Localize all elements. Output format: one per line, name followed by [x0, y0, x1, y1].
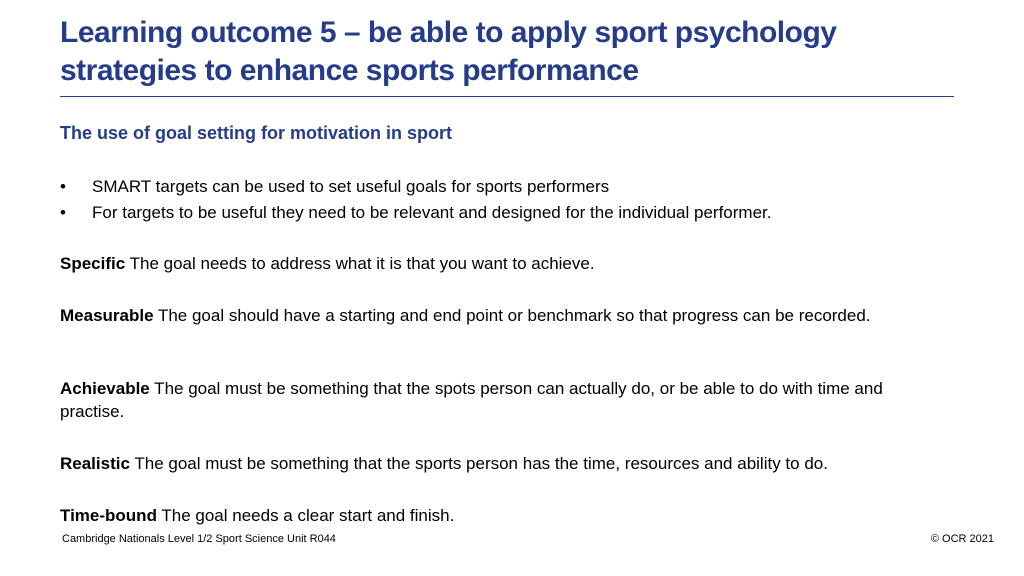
- bullet-list: [60, 174, 771, 226]
- smart-description: The goal must be something that the spots person can actually do, or be able to do with time and practise.: [60, 379, 883, 421]
- list-item: [60, 174, 771, 200]
- section-subtitle: The use of goal setting for motivation in sport: [60, 123, 453, 143]
- smart-realistic: [60, 452, 950, 475]
- bullet-icon: •: [60, 177, 66, 196]
- smart-term: Time-bound: [60, 506, 157, 525]
- smart-description: The goal needs a clear start and finish.: [156, 506, 455, 525]
- bullet-icon: •: [60, 203, 66, 222]
- bullet-text: For targets to be useful they need to be relevant and designed for the individual performer.: [92, 203, 772, 222]
- smart-specific: [60, 252, 950, 275]
- smart-measurable: [60, 304, 950, 327]
- smart-term: Measurable: [60, 306, 154, 325]
- smart-term: Specific: [60, 254, 126, 273]
- smart-description: The goal must be something that the sports person has the time, resources and ability to do.: [129, 454, 828, 473]
- bullet-text: SMART targets can be used to set useful goals for sports performers: [92, 177, 610, 196]
- page-title: Learning outcome 5 – be able to apply sport psychology strategies to enhance sports performance: [60, 16, 837, 87]
- smart-time-bound: [60, 504, 950, 527]
- footer-course: Cambridge Nationals Level 1/2 Sport Science Unit R044: [62, 533, 336, 545]
- smart-description: The goal should have a starting and end point or benchmark so that progress can be recorded.: [153, 306, 871, 325]
- smart-achievable: [60, 377, 950, 423]
- footer-copyright: © OCR 2021: [930, 533, 994, 545]
- smart-term: Realistic: [60, 454, 130, 473]
- list-item: [60, 200, 771, 226]
- smart-term: Achievable: [60, 379, 150, 398]
- smart-description: The goal needs to address what it is that you want to achieve.: [125, 254, 595, 273]
- title-divider: [60, 96, 954, 97]
